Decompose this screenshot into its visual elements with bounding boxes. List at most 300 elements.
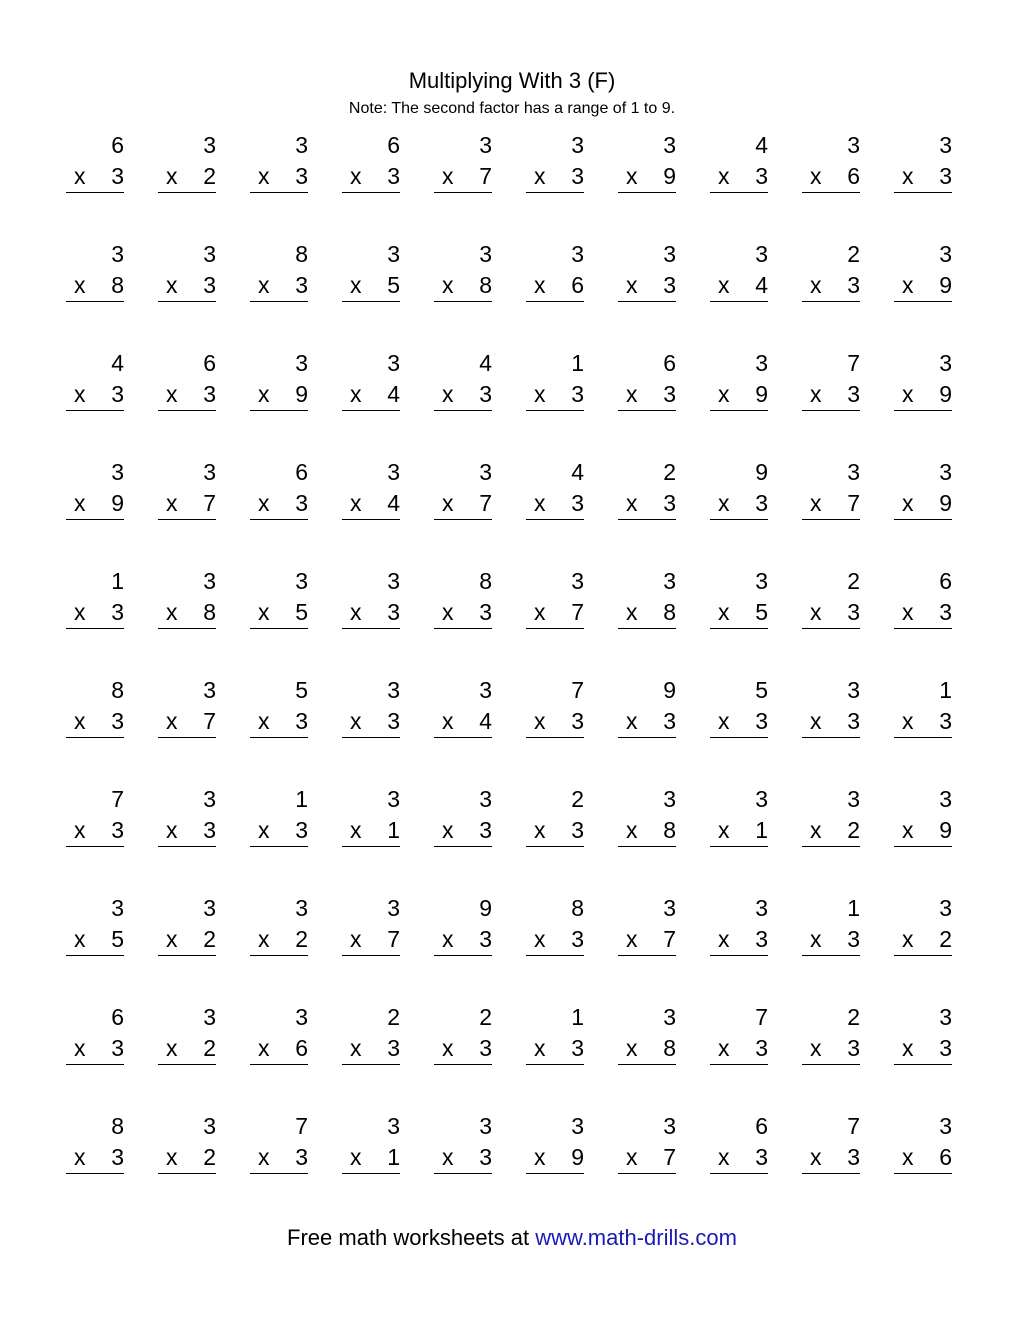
- answer-line: [250, 1173, 308, 1174]
- first-factor: 3: [479, 459, 492, 485]
- problem-r6-c6: [526, 673, 584, 782]
- multiply-sign: x: [810, 926, 822, 952]
- second-factor: 3: [479, 1144, 492, 1170]
- second-factor: 1: [387, 1144, 400, 1170]
- second-factor: 3: [663, 708, 676, 734]
- second-factor: 3: [755, 490, 768, 516]
- second-factor: 1: [387, 817, 400, 843]
- second-factor: 8: [479, 272, 492, 298]
- answer-line: [158, 519, 216, 520]
- multiply-sign: x: [258, 381, 270, 407]
- answer-line: [710, 1173, 768, 1174]
- answer-line: [250, 192, 308, 193]
- second-factor: 3: [111, 163, 124, 189]
- multiply-sign: x: [810, 163, 822, 189]
- problem-r2-c2: [158, 237, 216, 346]
- answer-line: [618, 192, 676, 193]
- second-factor: 7: [479, 163, 492, 189]
- multiply-sign: x: [350, 381, 362, 407]
- footer-text: Free math worksheets at: [287, 1225, 536, 1250]
- first-factor: 6: [663, 350, 676, 376]
- second-factor: 3: [847, 708, 860, 734]
- problem-r9-c9: [802, 1000, 860, 1109]
- first-factor: 2: [479, 1004, 492, 1030]
- problem-r2-c9: [802, 237, 860, 346]
- problem-r8-c1: [66, 891, 124, 1000]
- problem-r10-c3: [250, 1109, 308, 1218]
- answer-line: [526, 519, 584, 520]
- answer-line: [158, 192, 216, 193]
- first-factor: 3: [847, 677, 860, 703]
- problem-r7-c1: [66, 782, 124, 891]
- answer-line: [894, 519, 952, 520]
- answer-line: [434, 955, 492, 956]
- second-factor: 3: [755, 1035, 768, 1061]
- second-factor: 8: [663, 599, 676, 625]
- multiply-sign: x: [442, 381, 454, 407]
- answer-line: [66, 301, 124, 302]
- second-factor: 2: [203, 163, 216, 189]
- problem-r8-c7: [618, 891, 676, 1000]
- first-factor: 2: [571, 786, 584, 812]
- multiply-sign: x: [534, 1144, 546, 1170]
- first-factor: 2: [847, 1004, 860, 1030]
- first-factor: 3: [663, 1113, 676, 1139]
- first-factor: 2: [847, 568, 860, 594]
- first-factor: 3: [203, 1113, 216, 1139]
- answer-line: [710, 410, 768, 411]
- first-factor: 3: [203, 568, 216, 594]
- multiply-sign: x: [534, 599, 546, 625]
- first-factor: 7: [111, 786, 124, 812]
- answer-line: [802, 519, 860, 520]
- first-factor: 7: [847, 350, 860, 376]
- second-factor: 3: [203, 272, 216, 298]
- first-factor: 3: [663, 895, 676, 921]
- first-factor: 4: [479, 350, 492, 376]
- multiply-sign: x: [74, 381, 86, 407]
- second-factor: 9: [295, 381, 308, 407]
- second-factor: 4: [387, 490, 400, 516]
- answer-line: [250, 846, 308, 847]
- multiply-sign: x: [810, 1144, 822, 1170]
- problem-r4-c1: [66, 455, 124, 564]
- answer-line: [66, 192, 124, 193]
- problem-r6-c5: [434, 673, 492, 782]
- second-factor: 3: [847, 926, 860, 952]
- answer-line: [158, 737, 216, 738]
- multiply-sign: x: [718, 1035, 730, 1061]
- problem-grid: [66, 128, 954, 1218]
- problem-r3-c3: [250, 346, 308, 455]
- multiply-sign: x: [258, 817, 270, 843]
- multiply-sign: x: [626, 272, 638, 298]
- answer-line: [894, 737, 952, 738]
- problem-r4-c3: [250, 455, 308, 564]
- answer-line: [802, 846, 860, 847]
- problem-r9-c10: [894, 1000, 952, 1109]
- multiply-sign: x: [166, 1035, 178, 1061]
- answer-line: [250, 1064, 308, 1065]
- second-factor: 9: [571, 1144, 584, 1170]
- answer-line: [710, 628, 768, 629]
- second-factor: 6: [939, 1144, 952, 1170]
- problem-r7-c7: [618, 782, 676, 891]
- problem-r9-c4: [342, 1000, 400, 1109]
- answer-line: [526, 192, 584, 193]
- multiply-sign: x: [350, 272, 362, 298]
- first-factor: 6: [387, 132, 400, 158]
- worksheet-title: Multiplying With 3 (F): [408, 68, 616, 93]
- second-factor: 4: [387, 381, 400, 407]
- answer-line: [66, 519, 124, 520]
- first-factor: 2: [663, 459, 676, 485]
- multiply-sign: x: [350, 1035, 362, 1061]
- multiply-sign: x: [902, 163, 914, 189]
- problem-r7-c2: [158, 782, 216, 891]
- multiply-sign: x: [442, 1144, 454, 1170]
- problem-r5-c7: [618, 564, 676, 673]
- second-factor: 3: [847, 1035, 860, 1061]
- multiply-sign: x: [442, 163, 454, 189]
- first-factor: 3: [203, 459, 216, 485]
- multiply-sign: x: [810, 1035, 822, 1061]
- multiply-sign: x: [350, 1144, 362, 1170]
- first-factor: 3: [203, 895, 216, 921]
- multiply-sign: x: [166, 708, 178, 734]
- first-factor: 3: [939, 1113, 952, 1139]
- answer-line: [434, 519, 492, 520]
- problem-r4-c8: [710, 455, 768, 564]
- second-factor: 3: [571, 708, 584, 734]
- multiply-sign: x: [626, 1144, 638, 1170]
- second-factor: 1: [755, 817, 768, 843]
- multiply-sign: x: [534, 272, 546, 298]
- first-factor: 3: [571, 132, 584, 158]
- answer-line: [342, 955, 400, 956]
- multiply-sign: x: [442, 926, 454, 952]
- multiply-sign: x: [902, 926, 914, 952]
- problem-r7-c4: [342, 782, 400, 891]
- multiply-sign: x: [166, 926, 178, 952]
- first-factor: 3: [203, 786, 216, 812]
- multiply-sign: x: [534, 381, 546, 407]
- first-factor: 2: [847, 241, 860, 267]
- first-factor: 6: [295, 459, 308, 485]
- first-factor: 3: [295, 132, 308, 158]
- second-factor: 3: [479, 926, 492, 952]
- multiply-sign: x: [258, 599, 270, 625]
- multiply-sign: x: [74, 708, 86, 734]
- first-factor: 3: [203, 132, 216, 158]
- answer-line: [894, 846, 952, 847]
- multiply-sign: x: [902, 1035, 914, 1061]
- answer-line: [894, 301, 952, 302]
- problem-r6-c3: [250, 673, 308, 782]
- problem-r8-c8: [710, 891, 768, 1000]
- multiply-sign: x: [810, 817, 822, 843]
- multiply-sign: x: [718, 1144, 730, 1170]
- answer-line: [342, 1173, 400, 1174]
- second-factor: 3: [571, 163, 584, 189]
- first-factor: 3: [479, 132, 492, 158]
- second-factor: 3: [847, 1144, 860, 1170]
- answer-line: [434, 628, 492, 629]
- answer-line: [710, 519, 768, 520]
- multiply-sign: x: [626, 599, 638, 625]
- second-factor: 6: [571, 272, 584, 298]
- second-factor: 3: [939, 599, 952, 625]
- second-factor: 5: [387, 272, 400, 298]
- second-factor: 7: [571, 599, 584, 625]
- answer-line: [158, 1064, 216, 1065]
- multiply-sign: x: [718, 926, 730, 952]
- second-factor: 3: [939, 708, 952, 734]
- answer-line: [618, 410, 676, 411]
- multiply-sign: x: [442, 1035, 454, 1061]
- multiply-sign: x: [718, 163, 730, 189]
- second-factor: 4: [755, 272, 768, 298]
- answer-line: [802, 1064, 860, 1065]
- first-factor: 3: [479, 241, 492, 267]
- second-factor: 5: [111, 926, 124, 952]
- first-factor: 3: [387, 568, 400, 594]
- first-factor: 6: [939, 568, 952, 594]
- multiply-sign: x: [626, 817, 638, 843]
- first-factor: 1: [847, 895, 860, 921]
- second-factor: 4: [479, 708, 492, 734]
- second-factor: 9: [755, 381, 768, 407]
- multiply-sign: x: [626, 1035, 638, 1061]
- problem-r4-c2: [158, 455, 216, 564]
- answer-line: [66, 410, 124, 411]
- second-factor: 2: [847, 817, 860, 843]
- answer-line: [250, 628, 308, 629]
- first-factor: 3: [663, 132, 676, 158]
- multiply-sign: x: [534, 708, 546, 734]
- multiply-sign: x: [166, 1144, 178, 1170]
- problem-r2-c10: [894, 237, 952, 346]
- problem-r2-c6: [526, 237, 584, 346]
- problem-r6-c7: [618, 673, 676, 782]
- second-factor: 3: [571, 817, 584, 843]
- multiply-sign: x: [810, 599, 822, 625]
- problem-r6-c2: [158, 673, 216, 782]
- second-factor: 3: [295, 163, 308, 189]
- first-factor: 3: [571, 1113, 584, 1139]
- second-factor: 2: [203, 1144, 216, 1170]
- first-factor: 3: [479, 1113, 492, 1139]
- first-factor: 3: [847, 459, 860, 485]
- second-factor: 3: [295, 490, 308, 516]
- answer-line: [66, 955, 124, 956]
- answer-line: [526, 628, 584, 629]
- first-factor: 3: [571, 241, 584, 267]
- problem-r5-c6: [526, 564, 584, 673]
- second-factor: 3: [111, 1035, 124, 1061]
- first-factor: 3: [571, 568, 584, 594]
- second-factor: 3: [295, 272, 308, 298]
- first-factor: 6: [111, 1004, 124, 1030]
- second-factor: 3: [939, 1035, 952, 1061]
- problem-r8-c2: [158, 891, 216, 1000]
- problem-r4-c6: [526, 455, 584, 564]
- problem-r9-c8: [710, 1000, 768, 1109]
- problem-r6-c1: [66, 673, 124, 782]
- second-factor: 6: [295, 1035, 308, 1061]
- problem-r1-c1: [66, 128, 124, 237]
- answer-line: [342, 846, 400, 847]
- multiply-sign: x: [258, 926, 270, 952]
- second-factor: 3: [203, 381, 216, 407]
- problem-r7-c6: [526, 782, 584, 891]
- answer-line: [342, 301, 400, 302]
- multiply-sign: x: [258, 1144, 270, 1170]
- multiply-sign: x: [350, 817, 362, 843]
- problem-r7-c5: [434, 782, 492, 891]
- second-factor: 3: [479, 817, 492, 843]
- second-factor: 3: [847, 599, 860, 625]
- problem-r10-c10: [894, 1109, 952, 1218]
- problem-r8-c5: [434, 891, 492, 1000]
- answer-line: [802, 955, 860, 956]
- problem-r3-c5: [434, 346, 492, 455]
- problem-r3-c9: [802, 346, 860, 455]
- first-factor: 6: [111, 132, 124, 158]
- problem-r9-c3: [250, 1000, 308, 1109]
- multiply-sign: x: [718, 272, 730, 298]
- problem-r1-c10: [894, 128, 952, 237]
- first-factor: 3: [479, 786, 492, 812]
- multiply-sign: x: [258, 708, 270, 734]
- first-factor: 8: [571, 895, 584, 921]
- problem-r7-c3: [250, 782, 308, 891]
- second-factor: 3: [295, 1144, 308, 1170]
- second-factor: 7: [203, 708, 216, 734]
- problem-r5-c10: [894, 564, 952, 673]
- second-factor: 3: [755, 1144, 768, 1170]
- multiply-sign: x: [534, 163, 546, 189]
- footer-link[interactable]: www.math-drills.com: [535, 1225, 737, 1250]
- second-factor: 9: [939, 817, 952, 843]
- first-factor: 3: [295, 1004, 308, 1030]
- multiply-sign: x: [258, 1035, 270, 1061]
- multiply-sign: x: [350, 926, 362, 952]
- problem-r6-c9: [802, 673, 860, 782]
- footer: [0, 1224, 1024, 1252]
- answer-line: [894, 410, 952, 411]
- second-factor: 9: [939, 381, 952, 407]
- first-factor: 3: [387, 241, 400, 267]
- multiply-sign: x: [626, 163, 638, 189]
- second-factor: 3: [571, 926, 584, 952]
- multiply-sign: x: [350, 163, 362, 189]
- first-factor: 3: [663, 1004, 676, 1030]
- answer-line: [250, 301, 308, 302]
- first-factor: 9: [663, 677, 676, 703]
- first-factor: 3: [203, 241, 216, 267]
- answer-line: [158, 955, 216, 956]
- answer-line: [342, 519, 400, 520]
- first-factor: 8: [111, 677, 124, 703]
- answer-line: [434, 410, 492, 411]
- problem-r9-c7: [618, 1000, 676, 1109]
- multiply-sign: x: [74, 272, 86, 298]
- problem-r5-c8: [710, 564, 768, 673]
- answer-line: [710, 301, 768, 302]
- multiply-sign: x: [534, 926, 546, 952]
- multiply-sign: x: [74, 1144, 86, 1170]
- multiply-sign: x: [626, 708, 638, 734]
- multiply-sign: x: [902, 817, 914, 843]
- problem-r10-c7: [618, 1109, 676, 1218]
- second-factor: 3: [387, 163, 400, 189]
- multiply-sign: x: [74, 490, 86, 516]
- answer-line: [434, 192, 492, 193]
- first-factor: 3: [939, 1004, 952, 1030]
- problem-r10-c5: [434, 1109, 492, 1218]
- multiply-sign: x: [74, 163, 86, 189]
- second-factor: 3: [111, 381, 124, 407]
- first-factor: 3: [295, 568, 308, 594]
- second-factor: 7: [663, 1144, 676, 1170]
- second-factor: 8: [203, 599, 216, 625]
- multiply-sign: x: [810, 708, 822, 734]
- first-factor: 3: [939, 895, 952, 921]
- first-factor: 3: [939, 786, 952, 812]
- first-factor: 6: [755, 1113, 768, 1139]
- answer-line: [710, 955, 768, 956]
- problem-r3-c1: [66, 346, 124, 455]
- second-factor: 3: [479, 599, 492, 625]
- answer-line: [342, 1064, 400, 1065]
- answer-line: [802, 410, 860, 411]
- answer-line: [158, 628, 216, 629]
- multiply-sign: x: [902, 599, 914, 625]
- problem-r8-c10: [894, 891, 952, 1000]
- second-factor: 3: [203, 817, 216, 843]
- answer-line: [526, 955, 584, 956]
- first-factor: 3: [387, 786, 400, 812]
- first-factor: 1: [571, 350, 584, 376]
- answer-line: [618, 846, 676, 847]
- problem-r9-c2: [158, 1000, 216, 1109]
- problem-r10-c9: [802, 1109, 860, 1218]
- multiply-sign: x: [442, 817, 454, 843]
- multiply-sign: x: [258, 272, 270, 298]
- second-factor: 3: [847, 381, 860, 407]
- problem-r1-c3: [250, 128, 308, 237]
- problem-r3-c6: [526, 346, 584, 455]
- first-factor: 7: [847, 1113, 860, 1139]
- problem-r5-c9: [802, 564, 860, 673]
- first-factor: 3: [663, 786, 676, 812]
- first-factor: 3: [203, 677, 216, 703]
- problem-r1-c2: [158, 128, 216, 237]
- answer-line: [66, 846, 124, 847]
- problem-r5-c5: [434, 564, 492, 673]
- first-factor: 1: [571, 1004, 584, 1030]
- second-factor: 3: [111, 817, 124, 843]
- answer-line: [710, 737, 768, 738]
- second-factor: 3: [571, 381, 584, 407]
- answer-line: [342, 192, 400, 193]
- answer-line: [802, 192, 860, 193]
- multiply-sign: x: [350, 490, 362, 516]
- second-factor: 9: [111, 490, 124, 516]
- first-factor: 3: [111, 241, 124, 267]
- problem-r1-c5: [434, 128, 492, 237]
